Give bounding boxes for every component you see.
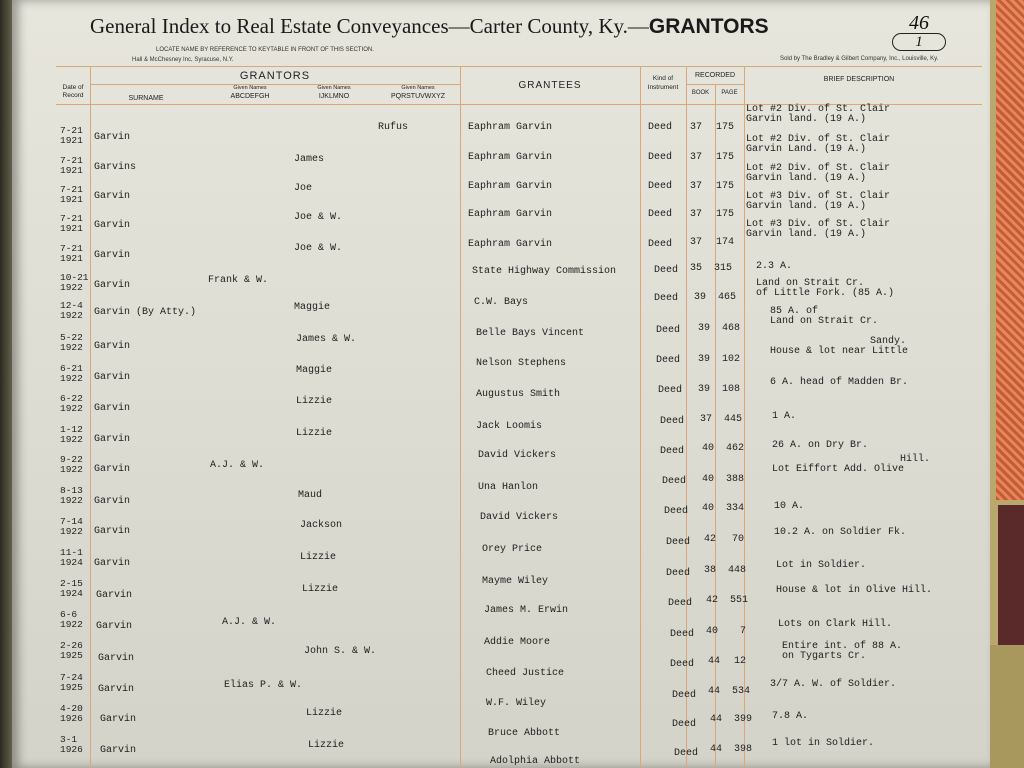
row-given-2: James & W. [296,334,357,345]
row-book: 40 [702,503,715,514]
book-edge-right [990,0,1024,768]
book-edge-pattern [996,0,1024,500]
book-spine-tan [990,645,1024,768]
row-book: 42 [704,534,717,545]
row-date: 6-22 1922 [60,393,83,414]
row-description: 7.8 A. [772,711,809,722]
row-book: 39 [698,323,711,334]
row-given-2: Lizzie [302,584,339,595]
row-date: 9-22 1922 [60,454,83,475]
row-date: 7-21 1921 [60,155,83,176]
row-book: 42 [706,595,719,606]
row-grantee: Belle Bays Vincent [476,328,585,339]
row-surname: Garvin [94,341,131,352]
row-page: 468 [722,323,741,334]
row-book: 38 [704,565,717,576]
row-surname: Garvin [94,403,131,414]
row-grantee: Eaphram Garvin [468,239,553,250]
row-date: 7-14 1922 [60,516,83,537]
row-date: 7-21 1921 [60,213,83,234]
col-rule [460,66,461,768]
col-header-given-3-label: Given Names [401,85,435,91]
row-book: 39 [694,292,707,303]
printer-right-note: Sold by The Bradley & Gilbert Company, Inc., Louisville, Ky. [780,56,939,62]
row-page: 175 [716,152,735,163]
row-kind: Deed [670,659,695,670]
row-book: 40 [702,474,715,485]
row-given-1: Elias P. & W. [224,680,303,691]
row-page: 12 [734,656,747,667]
row-kind: Deed [656,325,681,336]
col-header-page: PAGE [721,90,738,96]
row-given-3: Rufus [378,122,409,133]
row-description: 26 A. on Dry Br. [772,440,869,451]
row-surname: Garvin [94,280,131,291]
row-kind: Deed [670,629,695,640]
col-header-grantees: GRANTEES [518,80,582,91]
row-surname: Garvin [100,745,137,756]
locate-note: LOCATE NAME BY REFERENCE TO KEYTABLE IN FRONT OF THIS SECTION. [156,47,374,53]
row-description: 2.3 A. [756,261,793,272]
row-grantee: Addie Moore [484,637,551,648]
page-sub-number: 1 [892,33,946,51]
page-number: 46 1 [892,12,946,51]
row-grantee: Cheed Justice [486,668,565,679]
row-given-2: Maud [298,490,323,501]
row-given-2: Lizzie [300,552,337,563]
row-surname: Garvin [94,558,131,569]
row-book: 40 [706,626,719,637]
row-grantee: David Vickers [478,450,557,461]
row-given-1: A.J. & W. [210,460,265,471]
row-grantee: Eaphram Garvin [468,152,553,163]
row-surname: Garvin [94,191,131,202]
col-header-surname: SURNAME [128,95,164,102]
row-surname: Garvin [94,372,131,383]
row-grantee: Bruce Abbott [488,728,561,739]
row-given-2: Jackson [300,520,343,531]
row-page: 445 [724,414,743,425]
col-header-book: BOOK [691,90,710,96]
row-book: 39 [698,384,711,395]
row-book: 44 [710,744,723,755]
col-header-given-2: IJKLMNO [318,93,350,100]
row-description: House & lot in Olive Hill. [776,585,933,596]
row-given-2: Joe [294,183,313,194]
row-surname: Garvin [94,250,131,261]
row-date: 4-20 1926 [60,703,83,724]
row-page: 388 [726,474,745,485]
row-date: 2-26 1925 [60,640,83,661]
row-kind: Deed [662,476,687,487]
row-kind: Deed [654,265,679,276]
row-description: Lot #2 Div. of St. Clair Garvin land. (19 A.) [746,163,891,184]
row-given-2: Maggie [296,365,333,376]
row-page: 534 [732,686,751,697]
row-description: Lot #3 Div. of St. Clair Garvin land. (19 A.) [746,219,891,240]
row-date: 6-6 1922 [60,609,83,630]
row-description: Lot #2 Div. of St. Clair Garvin Land. (19 A.) [746,134,891,155]
row-kind: Deed [648,239,673,250]
row-page: 108 [722,384,741,395]
row-page: 174 [716,237,735,248]
row-description: Entire int. of 88 A. on Tygarts Cr. [782,641,903,662]
row-grantee: Mayme Wiley [482,576,549,587]
row-surname: Garvin [94,464,131,475]
row-surname: Garvin [96,590,133,601]
row-page: 175 [716,209,735,220]
row-description: 85 A. of Land on Strait Cr. [770,306,879,327]
row-given-2: Lizzie [308,740,345,751]
row-description: Sandy. House & lot near Little [770,336,909,357]
row-date: 5-22 1922 [60,332,83,353]
col-header-recorded: RECORDED [694,72,736,79]
row-grantee: W.F. Wiley [486,698,547,709]
row-page: 175 [716,181,735,192]
row-page: 398 [734,744,753,755]
row-book: 39 [698,354,711,365]
row-date: 7-21 1921 [60,184,83,205]
col-header-date: Date of Record [62,84,84,99]
header-top-rule [56,66,982,67]
row-surname: Garvin [98,653,135,664]
row-given-2: Lizzie [296,428,333,439]
row-page: 70 [732,534,745,545]
row-grantee: Eaphram Garvin [468,181,553,192]
row-page: 551 [730,595,749,606]
row-book: 37 [700,414,713,425]
row-given-1: Frank & W. [208,275,269,286]
row-book: 37 [690,237,703,248]
row-given-2: John S. & W. [304,646,377,657]
row-given-2: James [294,154,325,165]
row-book: 37 [690,209,703,220]
row-description: Lot in Soldier. [776,560,867,571]
row-date: 8-13 1922 [60,485,83,506]
row-grantee: David Vickers [480,512,559,523]
row-description: 10 A. [774,501,805,512]
row-kind: Deed [672,690,697,701]
col-header-kind: Kind of Instrument [647,75,679,91]
printer-left-note: Hall & McChesney Inc, Syracuse, N.Y. [132,57,234,63]
ledger-page [12,0,990,768]
row-page: 448 [728,565,747,576]
row-grantee: C.W. Bays [474,297,529,308]
col-header-given-2-label: Given Names [317,85,351,91]
row-book: 37 [690,152,703,163]
row-kind: Deed [668,598,693,609]
row-page: 399 [734,714,753,725]
row-given-2: Lizzie [296,396,333,407]
row-grantee: Adolphia Abbott [490,756,581,767]
row-grantee: Eaphram Garvin [468,122,553,133]
row-description: 1 A. [772,411,797,422]
row-surname: Garvin [94,434,131,445]
row-kind: Deed [660,446,685,457]
row-description: 3/7 A. W. of Soldier. [770,679,897,690]
row-surname: Garvin [94,526,131,537]
row-date: 7-21 1921 [60,125,83,146]
row-grantee: James M. Erwin [484,605,569,616]
page-title: General Index to Real Estate Conveyances—Carter County, Ky.—GRANTORS [90,14,769,38]
row-surname: Garvin [96,621,133,632]
row-kind: Deed [648,209,673,220]
row-description: Lot #3 Div. of St. Clair Garvin land. (19 A.) [746,191,891,212]
row-kind: Deed [648,122,673,133]
col-rule [640,66,641,768]
row-surname: Garvins [94,162,137,173]
row-given-2: Lizzie [306,708,343,719]
row-book: 44 [708,686,721,697]
row-kind: Deed [672,719,697,730]
row-kind: Deed [648,152,673,163]
row-page: 315 [714,263,733,274]
row-kind: Deed [656,355,681,366]
col-header-given-1: ABCDEFGH [230,93,270,100]
row-book: 44 [708,656,721,667]
row-surname: Garvin (By Atty.) [94,307,197,318]
row-surname: Garvin [100,714,137,725]
row-page: 334 [726,503,745,514]
row-grantee: Nelson Stephens [476,358,567,369]
row-book: 37 [690,181,703,192]
row-grantee: Augustus Smith [476,389,561,400]
row-page: 462 [726,443,745,454]
row-grantee: Eaphram Garvin [468,209,553,220]
row-book: 44 [710,714,723,725]
row-date: 2-15 1924 [60,578,83,599]
row-description: Hill. Lot Eiffort Add. Olive [772,454,931,475]
row-kind: Deed [660,416,685,427]
col-rule [90,66,91,768]
col-header-given-3: PQRSTUVWXYZ [390,93,446,100]
row-grantee: Una Hanlon [478,482,539,493]
row-page: 175 [716,122,735,133]
row-date: 7-21 1921 [60,243,83,264]
row-given-2: Maggie [294,302,331,313]
col-header-description: BRIEF DESCRIPTION [823,76,895,83]
row-given-2: Joe & W. [294,243,343,254]
col-header-given-1-label: Given Names [233,85,267,91]
row-description: Lots on Clark Hill. [778,619,893,630]
row-given-1: A.J. & W. [222,617,277,628]
row-date: 7-24 1925 [60,672,83,693]
book-spine-dark [998,505,1024,645]
row-description: Lot #2 Div. of St. Clair Garvin land. (19 A.) [746,104,891,125]
row-date: 11-1 1924 [60,547,83,568]
row-kind: Deed [654,293,679,304]
row-description: 6 A. head of Madden Br. [770,377,909,388]
row-page: 465 [718,292,737,303]
row-surname: Garvin [94,496,131,507]
row-description: 1 lot in Soldier. [772,738,875,749]
row-date: 1-12 1922 [60,424,83,445]
row-kind: Deed [666,537,691,548]
row-book: 37 [690,122,703,133]
row-surname: Garvin [94,220,131,231]
row-given-2: Joe & W. [294,212,343,223]
row-surname: Garvin [94,132,131,143]
row-grantee: Jack Loomis [476,421,543,432]
row-description: 10.2 A. on Soldier Fk. [774,527,907,538]
row-kind: Deed [674,748,699,759]
row-kind: Deed [658,385,683,396]
row-grantee: State Highway Commission [472,266,617,277]
row-kind: Deed [666,568,691,579]
row-kind: Deed [664,506,689,517]
row-surname: Garvin [98,684,135,695]
row-date: 10-21 1922 [60,272,89,293]
row-date: 6-21 1922 [60,363,83,384]
col-header-grantors: GRANTORS [239,70,311,82]
row-page: 7 [740,626,747,637]
row-book: 35 [690,263,703,274]
row-date: 12-4 1922 [60,300,83,321]
row-date: 3-1 1926 [60,734,83,755]
row-kind: Deed [648,181,673,192]
row-page: 102 [722,354,741,365]
row-description: Land on Strait Cr. of Little Fork. (85 A.) [756,278,895,299]
row-book: 40 [702,443,715,454]
row-grantee: Orey Price [482,544,543,555]
